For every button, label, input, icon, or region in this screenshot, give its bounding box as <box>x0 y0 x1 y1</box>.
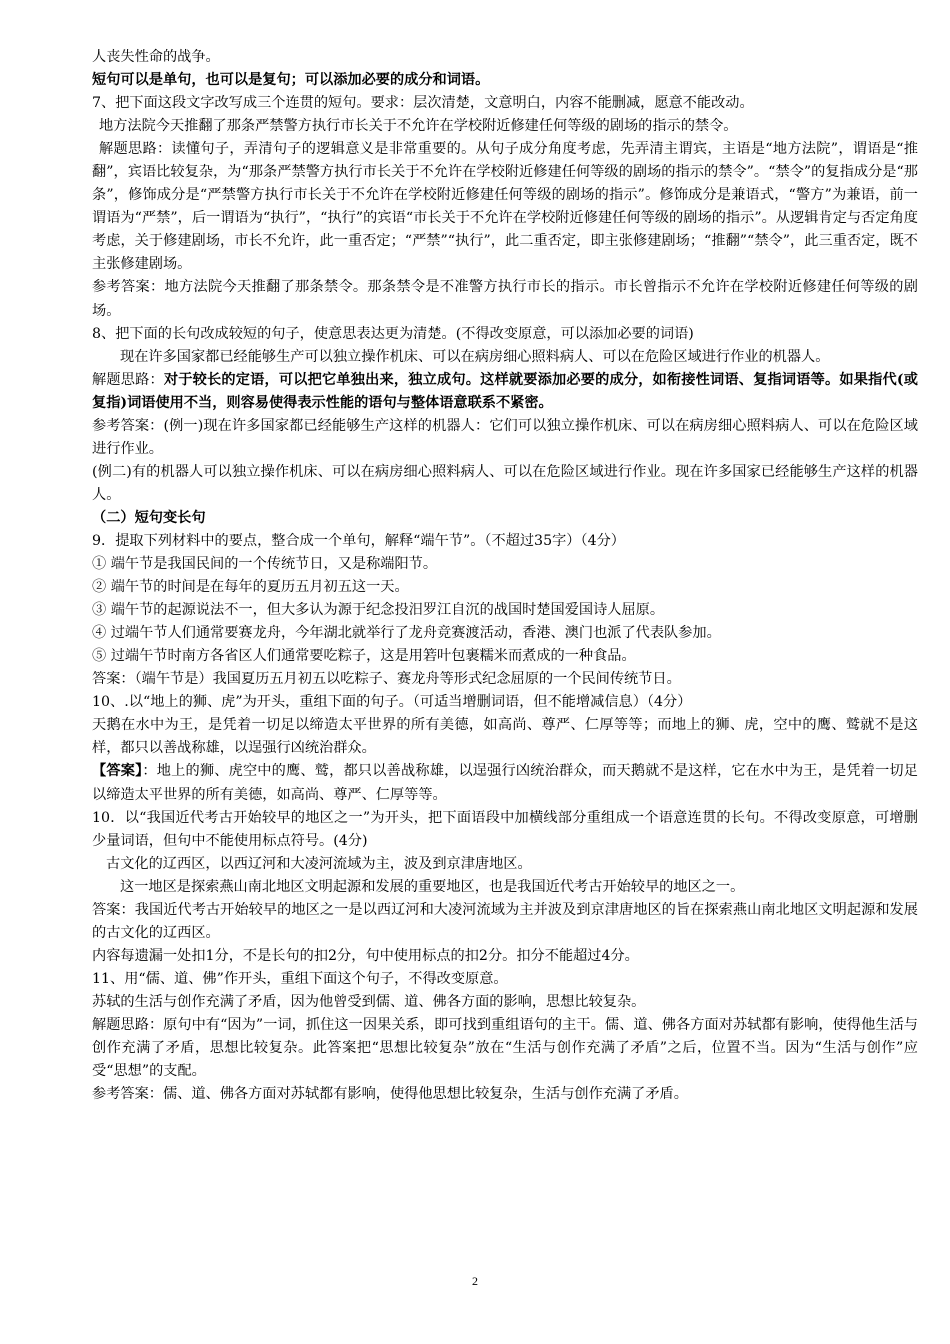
question-7-source: 地方法院今天推翻了那条严禁警方执行市长关于不允许在学校附近修建任何等级的剧场的指示的禁令。 <box>99 118 738 135</box>
question-10b-source-2: 这一地区是探索燕山南北地区文明起源和发展的重要地区，也是我国近代考古开始较早的地区之一。 <box>120 878 745 895</box>
answer-text: ：地上的狮、虎空中的鹰、鹫，都只以善战称雄，以逞强行凶统治群众，而天鹅就不是这样，它在水中为王，是凭着一切足以缔造太平世界的所有美德，如高尚、尊严、仁厚等等。 <box>92 763 918 803</box>
answer-label: 【答案】 <box>92 763 143 780</box>
question-11-source: 苏轼的生活与创作充满了矛盾，因为他曾受到儒、道、佛各方面的影响，思想比较复杂。 <box>92 993 646 1010</box>
question-9-answer: 答案：（端午节是）我国夏历五月初五以吃粽子、赛龙舟等形式纪念屈原的一个民间传统节日。 <box>92 671 681 688</box>
page-number: 2 <box>472 1274 478 1288</box>
question-8-source: 现在许多国家都已经能够生产可以独立操作机床、可以在病房细心照料病人、可以在危险区域进行作业的机器人。 <box>120 348 830 365</box>
question-8-analysis-text: 对于较长的定语，可以把它单独出来，独立成句。这样就要添加必要的成分，如衔接性词语、复指词语等。如果指代(或复指)词语使用不当，则容易使得表示性能的语句与整体语意联系不紧密。 <box>92 371 918 411</box>
material-item-2: ② 端午节的时间是在每年的夏历五月初五这一天。 <box>92 579 409 596</box>
question-11-answer: 参考答案：儒、道、佛各方面对苏轼都有影响，使得他思想比较复杂，生活与创作充满了矛盾。 <box>92 1086 688 1103</box>
question-7-answer: 参考答案：地方法院今天推翻了那条禁令。那条禁令是不准警方执行市长的指示。市长曾指示不允许在学校附近修建任何等级的剧场。 <box>92 279 918 319</box>
question-11-prompt: 11、用“儒、道、佛”作开头，重组下面这个句子，不得改变原意。 <box>92 970 508 987</box>
material-item-3: ③ 端午节的起源说法不一，但大多认为源于纪念投汨罗江自沉的战国时楚国爱国诗人屈原。 <box>92 602 665 619</box>
question-10a-prompt: 10、.以“地上的狮、虎”为开头，重组下面的句子。（可适当增删词语，但不能增减信息）（4分） <box>92 694 692 711</box>
question-10a-source: 天鹅在水中为王，是凭着一切足以缔造太平世界的所有美德，如高尚、尊严、仁厚等等；而地上的狮、虎，空中的鹰、鹫就不是这样，都只以善战称雄，以逞强行凶统治群众。 <box>92 717 918 757</box>
question-10b-answer: 答案：我国近代考古开始较早的地区之一是以西辽河和大凌河流域为主并波及到京津唐地区的旨在探索燕山南北地区文明起源和发展的古文化的辽西区。 <box>92 901 918 941</box>
question-8-prompt: 8、把下面的长句改成较短的句子，使意思表达更为清楚。(不得改变原意，可以添加必要的词语) <box>92 325 694 342</box>
question-8-answer-1: 参考答案：(例一)现在许多国家都已经能够生产这样的机器人：它们可以独立操作机床、可以在病房细心照料病人、可以在危险区域进行作业。 <box>92 417 918 457</box>
question-7-analysis: 解题思路：读懂句子，弄清句子的逻辑意义是非常重要的。从句子成分角度考虑，先弄清主谓宾，主语是“地方法院”，谓语是“推翻”，宾语比较复杂，为“那条严禁警方执行市长关于不允许在学校附近修建任何等级的剧场的指示的禁令”。“禁令”的复指成分是“那条”，修饰成分是“严禁警方执行市长关于不允许在学校附近修建任何等级的剧场的指示”。修饰成分是兼语式，“警方”为兼语，前一谓语为“严禁”，后一谓语为“执行”，“执行”的宾语“市长关于不允许在学校附近修建任何等级的剧场的指示”。从逻辑肯定与否定角度考虑，关于修建剧场，市长不允许，此一重否定；“严禁”“执行”，此二重否定，即主张修建剧场；“推翻”“禁令”，此三重否定，既不主张修建剧场。 <box>92 141 918 273</box>
paragraph-war-ending: 人丧失性命的战争。 <box>92 49 220 65</box>
question-10b-source-1: 古文化的辽西区，以西辽河和大凌河流域为主，波及到京津唐地区。 <box>106 855 532 872</box>
question-10a-answer <box>92 760 918 806</box>
question-11-analysis: 解题思路：原句中有“因为”一词，抓住这一因果关系，即可找到重组语句的主干。儒、道、佛各方面对苏轼都有影响，使得他生活与创作充满了矛盾，思想比较复杂。此答案把“思想比较复杂”放在“生活与创作充满了矛盾”之后，位置不当。因为“生活与创作”应受“思想”的支配。 <box>92 1016 918 1080</box>
document-body <box>92 46 918 1106</box>
question-9-prompt: 9．提取下列材料中的要点，整合成一个单句，解释“端午节”。（不超过35字）（4分） <box>92 532 625 549</box>
material-item-5: ⑤ 过端午节时南方各省区人们通常要吃粽子，这是用箬叶包裹糯米而煮成的一种食品。 <box>92 648 636 665</box>
section-heading-short-to-long: （二）短句变长句 <box>92 509 206 526</box>
question-8-analysis-label: 解题思路： <box>92 371 164 388</box>
question-10b-scoring: 内容每遗漏一处扣1分，不是长句的扣2分，句中使用标点的扣2分。扣分不能超过4分。 <box>92 947 639 964</box>
question-10b-prompt: 10．以“我国近代考古开始较早的地区之一”为开头，把下面语段中加横线部分重组成一个语意连贯的长句。不得改变原意，可增删少量词语，但句中不能使用标点符号。(4分) <box>92 809 918 849</box>
question-8-answer-2: (例二)有的机器人可以独立操作机床、可以在病房细心照料病人、可以在危险区域进行作业。现在许多国家已经能够生产这样的机器人。 <box>92 463 918 503</box>
question-7-prompt: 7、把下面这段文字改写成三个连贯的短句。要求：层次清楚，文意明白，内容不能删减，愿意不能改动。 <box>92 95 754 112</box>
question-8-analysis <box>92 369 918 415</box>
rule-short-sentence: 短句可以是单句，也可以是复句；可以添加必要的成分和词语。 <box>92 72 490 89</box>
material-item-1: ① 端午节是我国民间的一个传统节日，又是称端阳节。 <box>92 556 438 573</box>
material-item-4: ④ 过端午节人们通常要赛龙舟，今年湖北就举行了龙舟竞赛渡活动，香港、澳门也派了代表队参加。 <box>92 625 721 642</box>
